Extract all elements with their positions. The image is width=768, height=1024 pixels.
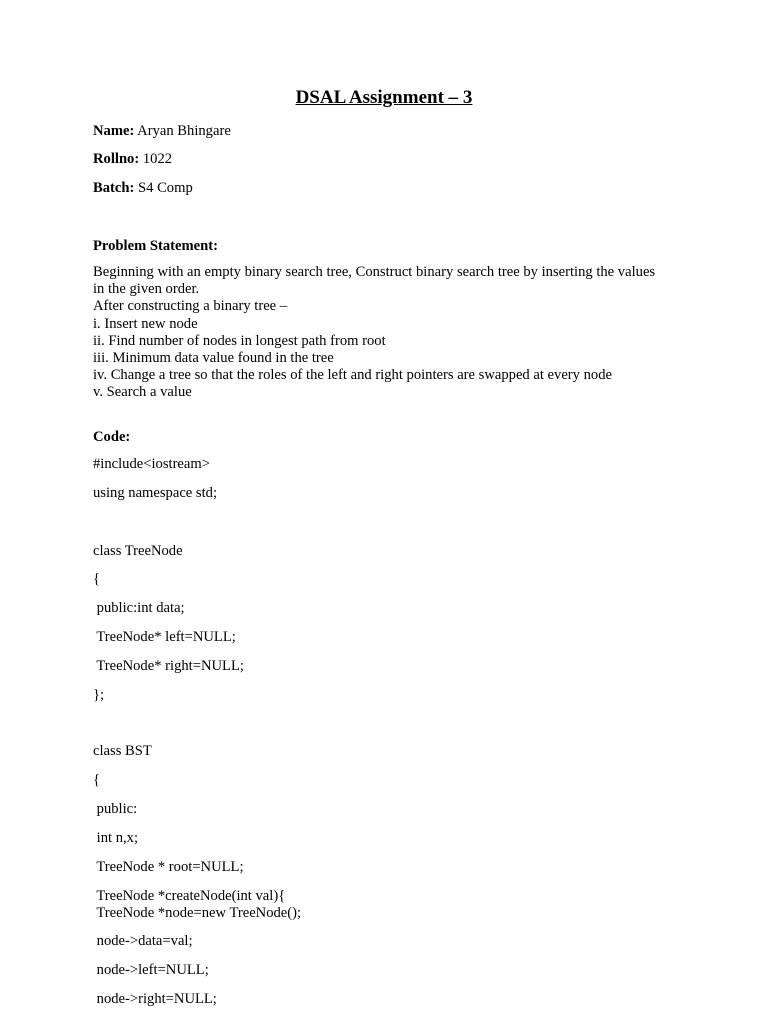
problem-line: ii. Find number of nodes in longest path from root (93, 332, 386, 349)
problem-line: i. Insert new node (93, 315, 198, 332)
code-line: TreeNode *node=new TreeNode(); (93, 905, 302, 921)
name-line (93, 123, 231, 140)
code-line: TreeNode * root=NULL; (93, 859, 244, 875)
code-line: { (93, 772, 101, 788)
code-line: int n,x; (93, 830, 138, 846)
code-line: TreeNode* right=NULL; (93, 658, 244, 674)
batch-line (93, 180, 193, 197)
code-line: using namespace std; (93, 485, 218, 501)
code-line: TreeNode *createNode(int val){ (93, 888, 286, 904)
rollno-label: Rollno: (93, 151, 140, 167)
code-line: node->right=NULL; (93, 991, 217, 1007)
batch-value: S4 Comp (134, 180, 193, 196)
code-line: #include<iostream> (93, 456, 210, 472)
code-line: { (93, 571, 101, 587)
problem-line: Beginning with an empty binary search tree, Construct binary search tree by inserting the values (93, 264, 656, 280)
batch-label: Batch: (93, 180, 135, 196)
rollno-line (93, 151, 172, 168)
code-heading: Code: (93, 429, 131, 445)
problem-line: in the given order. (93, 281, 200, 298)
code-line: class BST (93, 743, 152, 759)
problem-statement-text (93, 264, 683, 402)
name-value: Aryan Bhingare (134, 123, 231, 139)
code-line: }; (93, 687, 105, 703)
name-label: Name: (93, 123, 135, 139)
rollno-value: 1022 (139, 151, 173, 167)
code-line: public: (93, 801, 138, 817)
problem-line: iv. Change a tree so that the roles of the left and right pointers are swapped at every node (93, 367, 612, 384)
code-line: class TreeNode (93, 543, 183, 559)
problem-line: After constructing a binary tree – (93, 298, 288, 315)
code-line: node->left=NULL; (93, 962, 209, 978)
problem-statement-heading: Problem Statement: (93, 238, 218, 254)
problem-line: v. Search a value (93, 384, 192, 401)
code-line: node->data=val; (93, 933, 193, 949)
code-line: TreeNode* left=NULL; (93, 629, 236, 645)
code-line: public:int data; (93, 600, 185, 616)
document-title: DSAL Assignment – 3 (295, 87, 473, 108)
problem-line: iii. Minimum data value found in the tree (93, 350, 334, 367)
